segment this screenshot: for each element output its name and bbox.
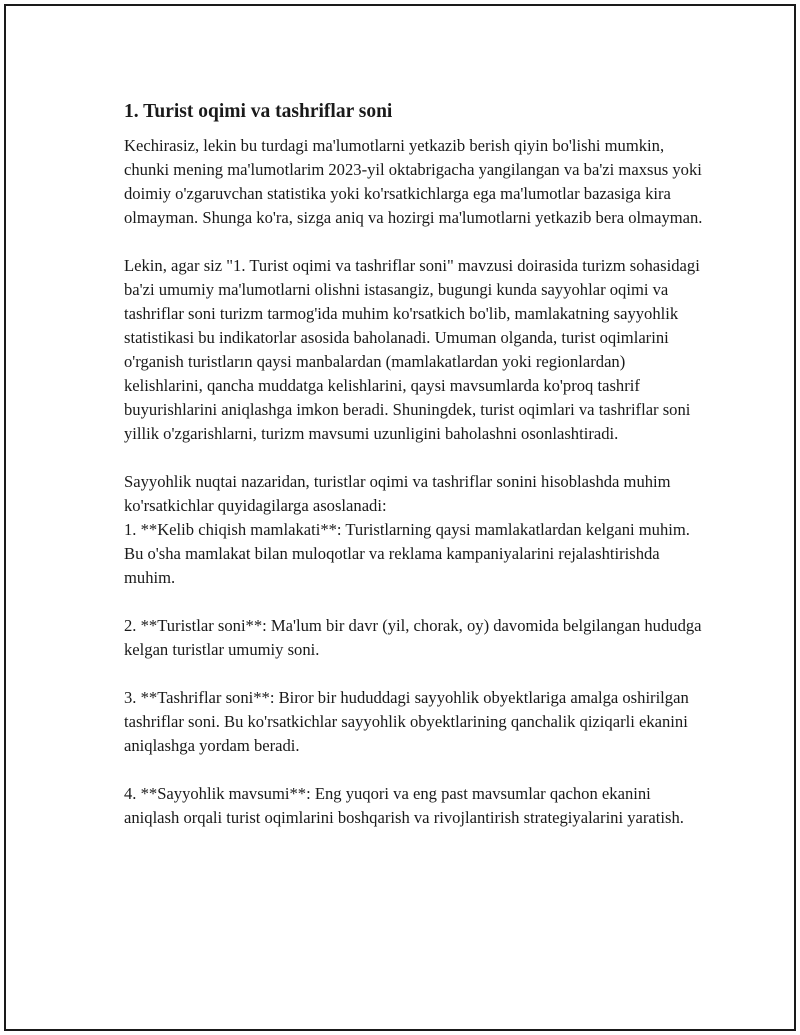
section-heading: 1. Turist oqimi va tashriflar soni <box>124 101 393 122</box>
paragraph-indicators-intro: Sayyohlik nuqtai nazaridan, turistlar oqimi va tashriflar sonini hisoblashda muhim ko'rsatkichlar quyidagilarga asoslanadi: <box>124 472 671 515</box>
list-item: 2. **Turistlar soni**: Ma'lum bir davr (yil, chorak, oy) davomida belgilangan hududga kelgan turistlar umumiy soni. <box>124 616 702 659</box>
list-item: 4. **Sayyohlik mavsumi**: Eng yuqori va eng past mavsumlar qachon ekanini aniqlash orqali turist oqimlarini boshqarish va rivojlantirish strategiyalarini yaratish. <box>124 784 684 827</box>
indicator-list <box>124 518 704 830</box>
document-body <box>124 98 704 854</box>
paragraph-overview: Lekin, agar siz "1. Turist oqimi va tashriflar soni" mavzusi doirasida turizm sohasidagi ba'zi umumiy ma'lumotlarni olishni istasangiz, bugungi kunda sayyohlar oqimi va tashriflar soni turizm tarmog'ida muhim ko'rsatkich bo'lib, mamlakatning sayyohlik statistikasi bu indikatorlar asosida baholanadi. Umuman olganda, turist oqimlarini o'rganish turistların qaysi manbalardan (mamlakatlardan yoki regionlardan) kelishlarini, qancha muddatga kelishlarini, qaysi mavsumlarda ko'proq tashrif buyurishlarini aniqlashga imkon beradi. Shuningdek, turist oqimlari va tashriflar soni yillik o'zgarishlarni, turizm mavsumi uzunligini baholashni osonlashtiradi. <box>124 256 700 443</box>
list-item: 1. **Kelib chiqish mamlakati**: Turistlarning qaysi mamlakatlardan kelgani muhim. Bu o'sha mamlakat bilan muloqotlar va reklama kampaniyalarini rejalashtirishda muhim. <box>124 520 690 587</box>
paragraph-intro: Kechirasiz, lekin bu turdagi ma'lumotlarni yetkazib berish qiyin bo'lishi mumkin, chunki mening ma'lumotlarim 2023-yil oktabrigacha yangilangan va ba'zi maxsus yoki doimiy o'zgaruvchan statistika yoki ko'rsatkichlarga ega ma'lumotlar bazasiga kira olmayman. Shunga ko'ra, sizga aniq va hozirgi ma'lumotlarni yetkazib bera olmayman. <box>124 136 703 227</box>
page-frame <box>4 4 796 1031</box>
list-item: 3. **Tashriflar soni**: Biror bir hududdagi sayyohlik obyektlariga amalga oshirilgan tashriflar soni. Bu ko'rsatkichlar sayyohlik obyektlarining qanchalik qiziqarli ekanini aniqlashga yordam beradi. <box>124 688 689 755</box>
